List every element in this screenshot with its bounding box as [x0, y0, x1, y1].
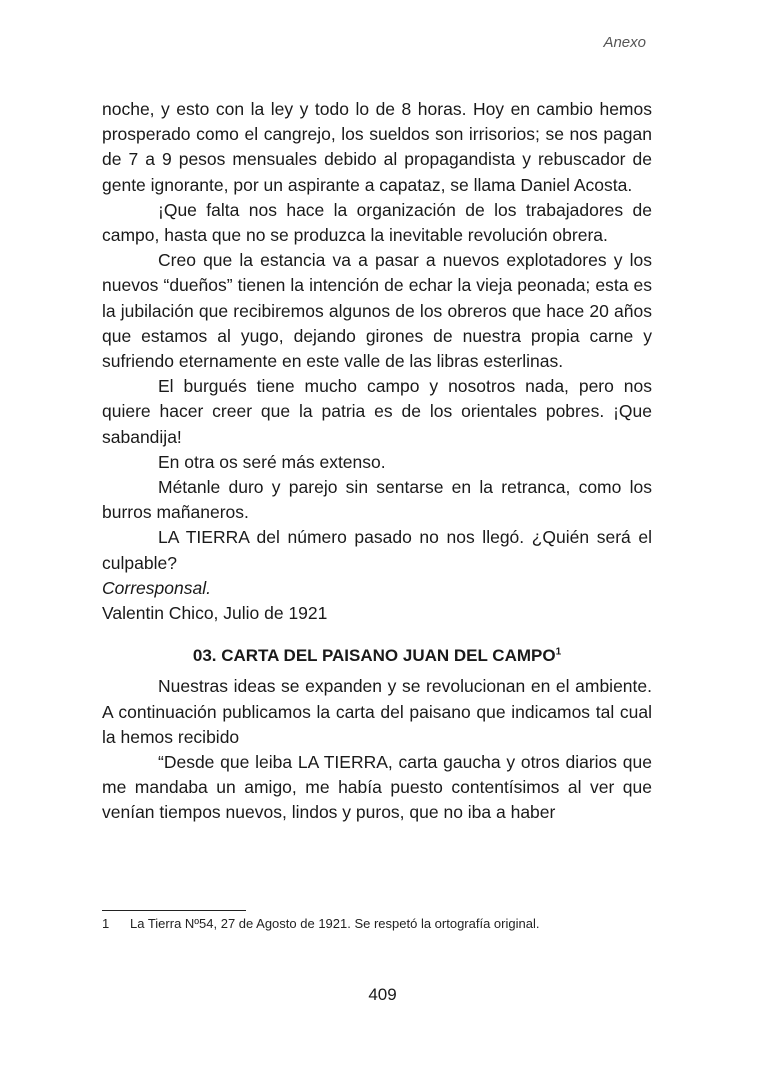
page-number: 409	[368, 985, 397, 1004]
paragraph: En otra os seré más extenso.	[158, 451, 386, 472]
footnote-reference: 1	[555, 646, 562, 658]
footnote-number: 1	[102, 916, 110, 931]
section-heading-text: 03. CARTA DEL PAISANO JUAN DEL CAMPO	[192, 646, 556, 666]
paragraph: “Desde que leiba LA TIERRA, carta gaucha y otros diarios que me mandaba un amigo, me había puesto contentísimos al ver que venían tiempos nuevos, lindos y puros, que no iba a haber	[102, 752, 652, 823]
running-header: Anexo	[603, 34, 646, 51]
paragraph: El burgués tiene mucho campo y nosotros nada, pero nos quiere hacer creer que la patria es de los orientales pobres. ¡Que sabandija!	[102, 376, 652, 447]
footnote-divider	[102, 910, 246, 911]
paragraph: Nuestras ideas se expanden y se revolucionan en el ambiente. A continuación publicamos la carta del paisano que indicamos tal cual la hemos recibido	[102, 676, 652, 747]
section-heading	[102, 643, 652, 668]
paragraph: Creo que la estancia va a pasar a nuevos explotadores y los nuevos “dueños” tienen la intención de echar la vieja peonada; esta es la jubilación que recibiremos algunos de los obreros que hace 20 años que estamos al yugo, dejando girones de nuestra propia carne y sufriendo eternamente en este valle de las libras esterlinas.	[102, 250, 652, 372]
paragraph: ¡Que falta nos hace la organización de los trabajadores de campo, hasta que no se produzca la inevitable revolución obrera.	[102, 199, 652, 246]
place-date: Valentin Chico, Julio de 1921	[102, 603, 328, 624]
footnote-text: La Tierra Nº54, 27 de Agosto de 1921. Se respetó la ortografía original.	[130, 916, 540, 931]
paragraph-continuation: noche, y esto con la ley y todo lo de 8 horas. Hoy en cambio hemos prosperado como el cangrejo, los sueldos son irrisorios; se nos pagan de 7 a 9 pesos mensuales debido al propagandista y rebuscador de gente ignorante, por un aspirante a capataz, se llama Daniel Acosta.	[102, 99, 652, 195]
signature: Corresponsal.	[102, 577, 211, 598]
paragraph: Métanle duro y parejo sin sentarse en la retranca, como los burros mañaneros.	[102, 477, 652, 523]
footnote	[102, 916, 662, 931]
body-text	[102, 97, 652, 826]
paragraph: LA TIERRA del número pasado no nos llegó. ¿Quién será el culpable?	[102, 527, 652, 573]
